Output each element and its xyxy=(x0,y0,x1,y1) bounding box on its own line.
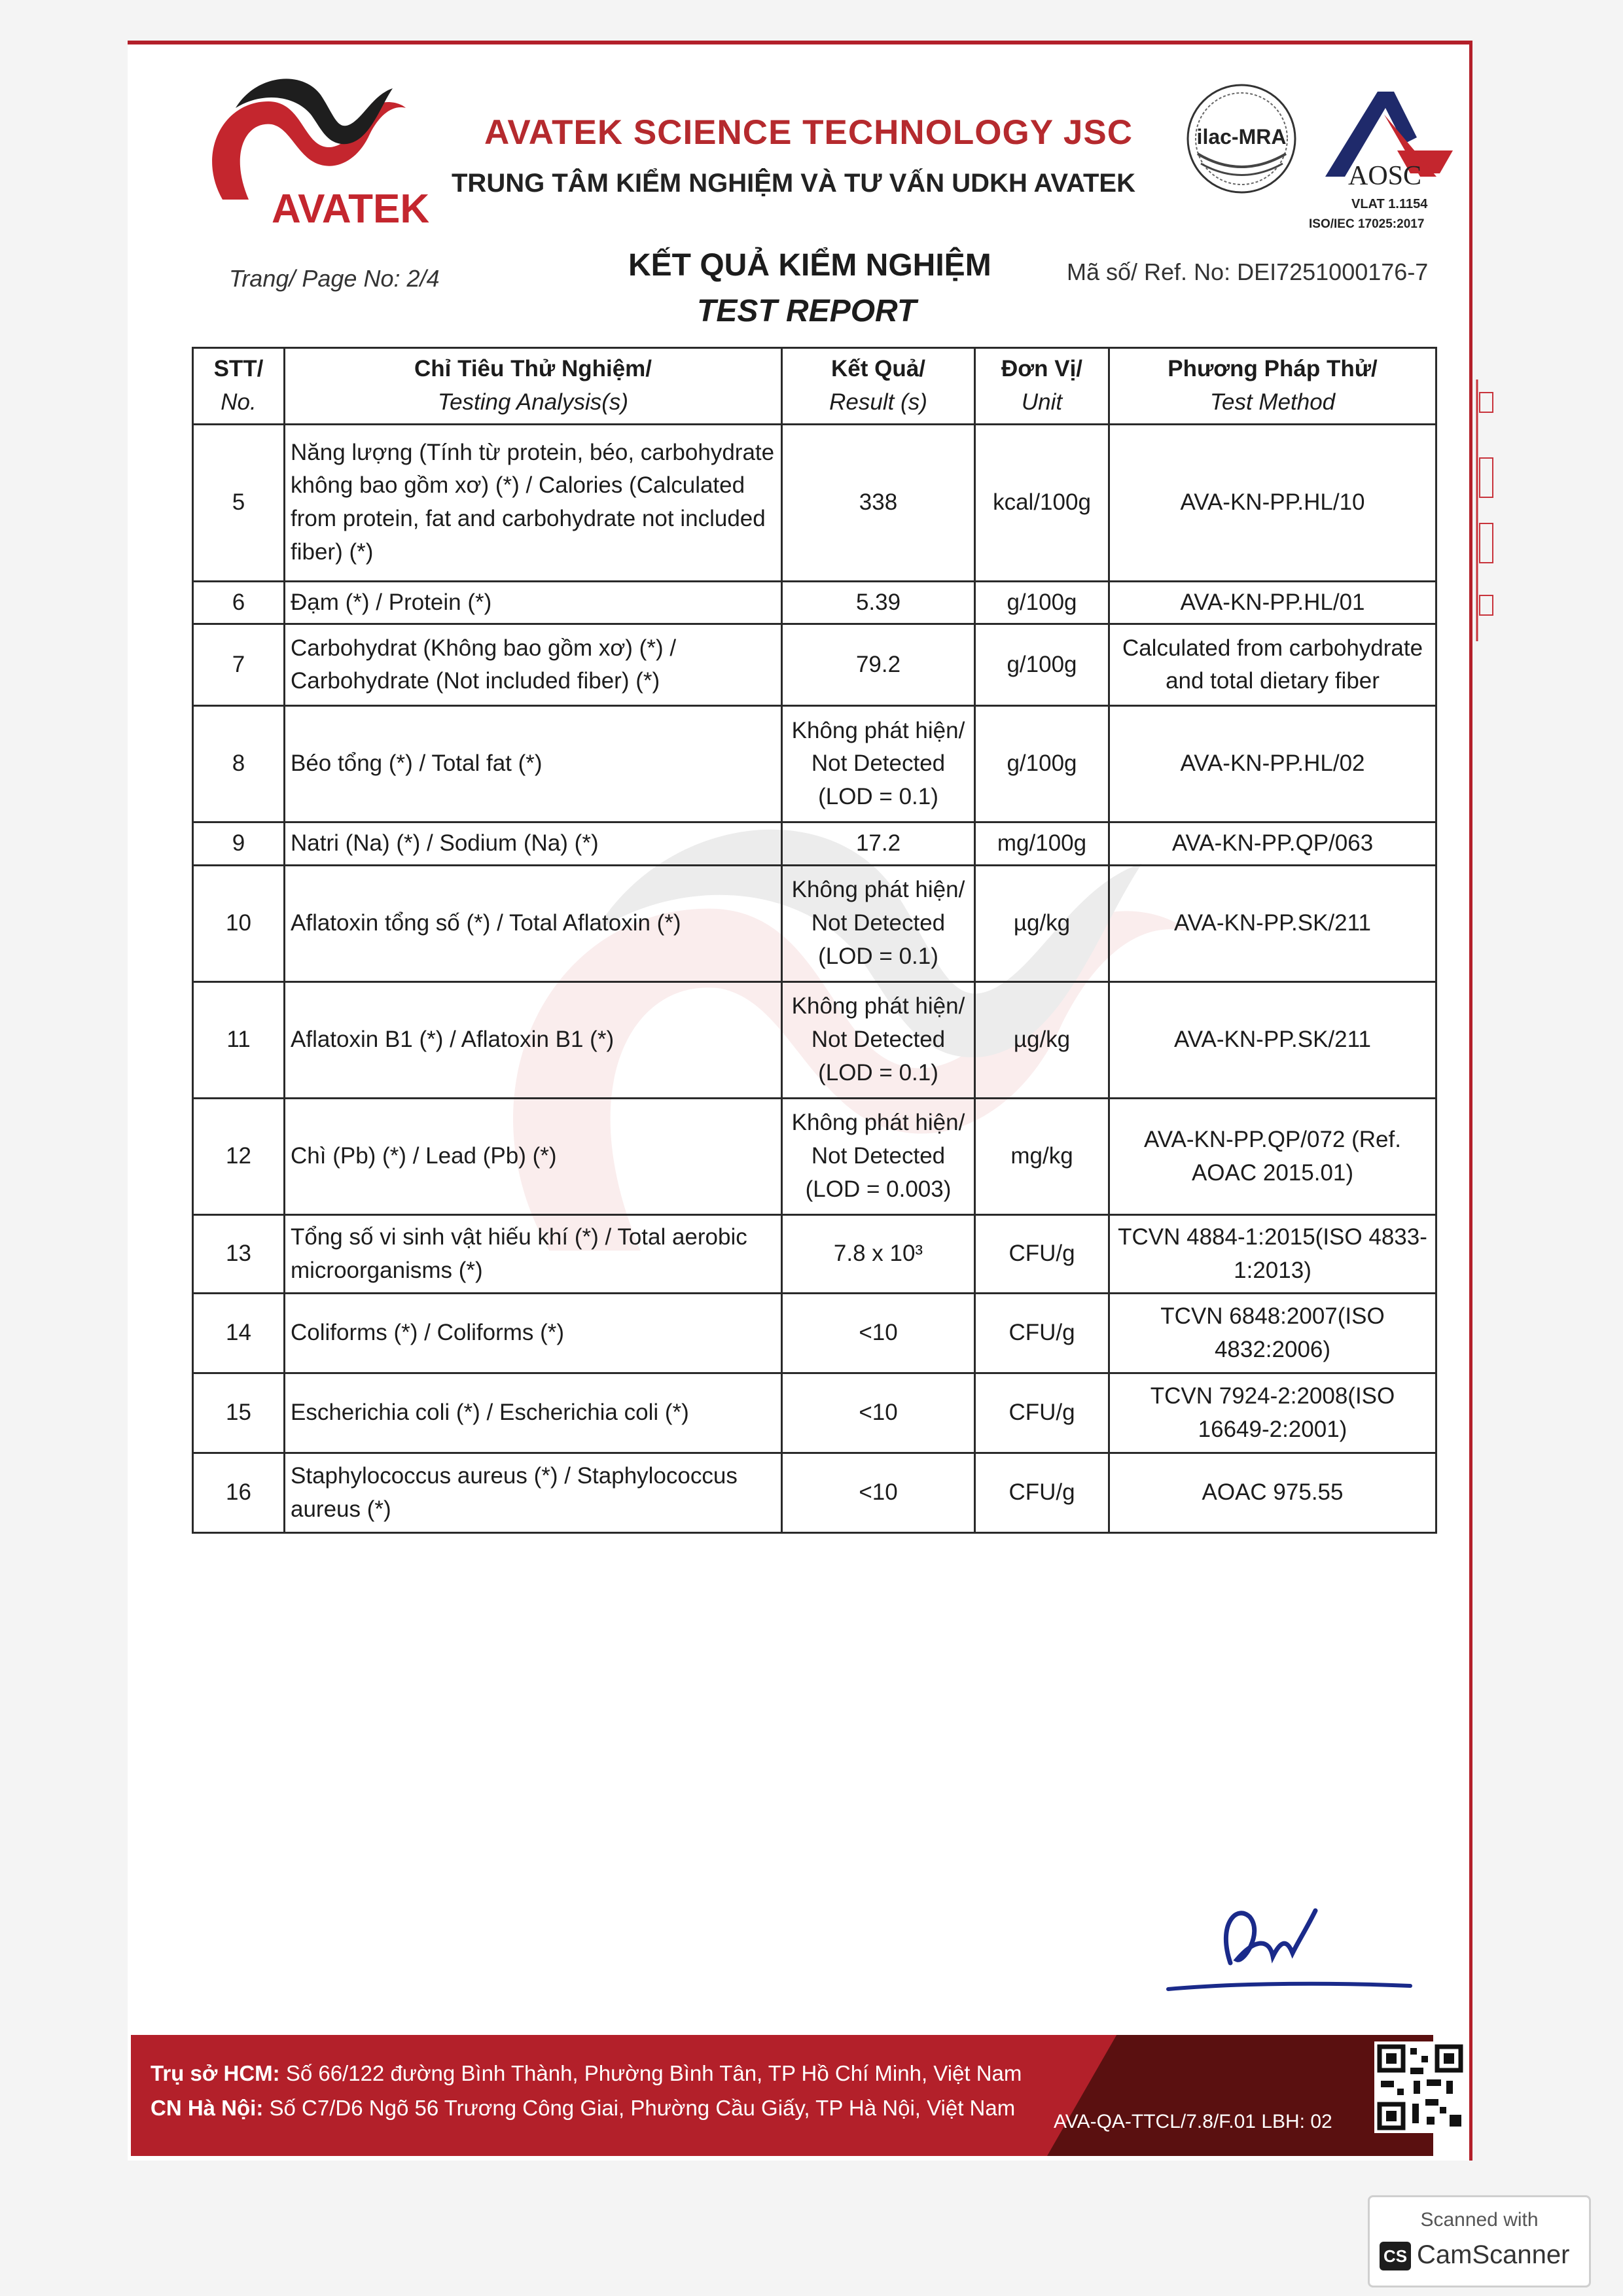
row-unit: g/100g xyxy=(975,706,1109,822)
row-result: <10 xyxy=(782,1294,975,1373)
row-unit: mg/kg xyxy=(975,1099,1109,1215)
header-result-en: Result (s) xyxy=(829,389,927,415)
company-name-vi: TRUNG TÂM KIỂM NGHIỆM VÀ TƯ VẤN UDKH AVATEK xyxy=(452,169,1135,198)
page-number: Trang/ Page No: 2/4 xyxy=(229,265,440,292)
footer-hn-address xyxy=(151,2096,1015,2121)
footer-hcm-address xyxy=(151,2061,1022,2086)
aosc-accreditation-mark xyxy=(1306,79,1456,236)
row-unit: g/100g xyxy=(975,624,1109,706)
row-analysis: Escherichia coli (*) / Escherichia coli (*) xyxy=(285,1373,782,1453)
row-result: Không phát hiện/ Not Detected (LOD = 0.003) xyxy=(782,1099,975,1215)
scanned-with-text: Scanned with xyxy=(1420,2209,1539,2231)
camscanner-brand: CamScanner xyxy=(1417,2240,1570,2269)
row-analysis: Coliforms (*) / Coliforms (*) xyxy=(285,1294,782,1373)
table-row xyxy=(193,581,1436,624)
footer-hcm-text: Số 66/122 đường Bình Thành, Phường Bình Tân, TP Hồ Chí Minh, Việt Nam xyxy=(285,2061,1022,2085)
row-unit: CFU/g xyxy=(975,1373,1109,1453)
header-analysis xyxy=(285,348,782,425)
footer-hn-label: CN Hà Nội: xyxy=(151,2096,264,2120)
row-unit: CFU/g xyxy=(975,1294,1109,1373)
header-unit xyxy=(975,348,1109,425)
row-method: AVA-KN-PP.HL/02 xyxy=(1109,706,1436,822)
row-method: AVA-KN-PP.HL/01 xyxy=(1109,581,1436,624)
report-title-vi: KẾT QUẢ KIỂM NGHIỆM xyxy=(628,248,991,283)
row-analysis: Natri (Na) (*) / Sodium (Na) (*) xyxy=(285,822,782,866)
row-result: 5.39 xyxy=(782,581,975,624)
row-no: 14 xyxy=(193,1294,285,1373)
row-method: AVA-KN-PP.SK/211 xyxy=(1109,866,1436,982)
header-unit-en: Unit xyxy=(1021,389,1063,415)
row-method: AOAC 975.55 xyxy=(1109,1453,1436,1533)
row-unit: mg/100g xyxy=(975,822,1109,866)
table-row xyxy=(193,822,1436,866)
header-method-vi: Phương Pháp Thử/ xyxy=(1168,356,1378,381)
row-result: 338 xyxy=(782,424,975,581)
table-row xyxy=(193,706,1436,822)
row-unit: CFU/g xyxy=(975,1453,1109,1533)
aosc-iso: ISO/IEC 17025:2017 xyxy=(1309,217,1425,231)
row-no: 12 xyxy=(193,1099,285,1215)
row-no: 7 xyxy=(193,624,285,706)
form-code: AVA-QA-TTCL/7.8/F.01 LBH: 02 xyxy=(1054,2111,1332,2132)
table-row xyxy=(193,982,1436,1099)
row-result: <10 xyxy=(782,1453,975,1533)
table-row xyxy=(193,1294,1436,1373)
row-result: Không phát hiện/ Not Detected (LOD = 0.1) xyxy=(782,706,975,822)
header-stt-en: No. xyxy=(221,389,257,415)
header-stt-vi: STT/ xyxy=(213,356,264,381)
row-analysis: Tổng số vi sinh vật hiếu khí (*) / Total aerobic microorganisms (*) xyxy=(285,1215,782,1294)
table-row xyxy=(193,624,1436,706)
row-no: 13 xyxy=(193,1215,285,1294)
row-result: Không phát hiện/ Not Detected (LOD = 0.1) xyxy=(782,866,975,982)
table-row xyxy=(193,1453,1436,1533)
qr-code-icon xyxy=(1374,2041,1466,2133)
row-method: Calculated from carbohydrate and total dietary fiber xyxy=(1109,624,1436,706)
row-method: AVA-KN-PP.QP/063 xyxy=(1109,822,1436,866)
row-no: 9 xyxy=(193,822,285,866)
footer-hn-text: Số C7/D6 Ngõ 56 Trương Công Giai, Phường Cầu Giấy, TP Hà Nội, Việt Nam xyxy=(269,2096,1016,2120)
aosc-text: AOSC xyxy=(1348,161,1422,191)
row-no: 8 xyxy=(193,706,285,822)
camscanner-icon: CS xyxy=(1380,2242,1411,2270)
row-no: 16 xyxy=(193,1453,285,1533)
ilac-mra-seal xyxy=(1185,82,1299,196)
row-analysis: Năng lượng (Tính từ protein, béo, carbohydrate không bao gồm xơ) (*) / Calories (Calculated from protein, fat and carbohydrate not included fiber) (*) xyxy=(285,424,782,581)
footer-hcm-label: Trụ sở HCM: xyxy=(151,2061,280,2085)
table-row xyxy=(193,424,1436,581)
company-name-en: AVATEK SCIENCE TECHNOLOGY JSC xyxy=(484,113,1133,152)
header-analysis-vi: Chỉ Tiêu Thử Nghiệm/ xyxy=(414,356,652,381)
row-result: <10 xyxy=(782,1373,975,1453)
row-analysis: Aflatoxin B1 (*) / Aflatoxin B1 (*) xyxy=(285,982,782,1099)
table-row xyxy=(193,1215,1436,1294)
table-header-row xyxy=(193,348,1436,425)
report-title-en: TEST REPORT xyxy=(697,294,917,328)
row-no: 10 xyxy=(193,866,285,982)
logo-wordmark: AVATEK xyxy=(272,186,430,232)
row-result: Không phát hiện/ Not Detected (LOD = 0.1) xyxy=(782,982,975,1099)
row-unit: µg/kg xyxy=(975,866,1109,982)
row-unit: kcal/100g xyxy=(975,424,1109,581)
row-no: 11 xyxy=(193,982,285,1099)
table-row xyxy=(193,1373,1436,1453)
table-row xyxy=(193,866,1436,982)
header-analysis-en: Testing Analysis(s) xyxy=(437,389,629,415)
row-method: TCVN 7924-2:2008(ISO 16649-2:2001) xyxy=(1109,1373,1436,1453)
row-method: AVA-KN-PP.QP/072 (Ref. AOAC 2015.01) xyxy=(1109,1099,1436,1215)
footer-band xyxy=(131,2035,1471,2156)
row-unit: µg/kg xyxy=(975,982,1109,1099)
camscanner-badge xyxy=(1368,2195,1591,2287)
header-method-en: Test Method xyxy=(1209,389,1336,415)
row-result: 17.2 xyxy=(782,822,975,866)
row-unit: CFU/g xyxy=(975,1215,1109,1294)
row-result: 79.2 xyxy=(782,624,975,706)
row-no: 15 xyxy=(193,1373,285,1453)
row-no: 5 xyxy=(193,424,285,581)
row-method: TCVN 6848:2007(ISO 4832:2006) xyxy=(1109,1294,1436,1373)
header-method xyxy=(1109,348,1436,425)
row-analysis: Béo tổng (*) / Total fat (*) xyxy=(285,706,782,822)
row-unit: g/100g xyxy=(975,581,1109,624)
row-method: AVA-KN-PP.SK/211 xyxy=(1109,982,1436,1099)
row-method: TCVN 4884-1:2015(ISO 4833-1:2013) xyxy=(1109,1215,1436,1294)
row-analysis: Staphylococcus aureus (*) / Staphylococcus aureus (*) xyxy=(285,1453,782,1533)
row-no: 6 xyxy=(193,581,285,624)
row-method: AVA-KN-PP.HL/10 xyxy=(1109,424,1436,581)
row-result: 7.8 x 10³ xyxy=(782,1215,975,1294)
row-analysis: Aflatoxin tổng số (*) / Total Aflatoxin (*) xyxy=(285,866,782,982)
row-analysis: Đạm (*) / Protein (*) xyxy=(285,581,782,624)
aosc-vilat: VLAT 1.1154 xyxy=(1351,197,1428,211)
header-stt xyxy=(193,348,285,425)
row-analysis: Carbohydrat (Không bao gồm xơ) (*) / Carbohydrate (Not included fiber) (*) xyxy=(285,624,782,706)
signature xyxy=(1165,1884,1414,2002)
header-result-vi: Kết Quả/ xyxy=(831,356,925,381)
table-row xyxy=(193,1099,1436,1215)
avatek-logo xyxy=(196,69,430,232)
adjacent-page-edge xyxy=(1476,380,1495,641)
row-analysis: Chì (Pb) (*) / Lead (Pb) (*) xyxy=(285,1099,782,1215)
test-results-table xyxy=(192,347,1437,1534)
header-unit-vi: Đơn Vị/ xyxy=(1001,356,1083,381)
reference-number: Mã số/ Ref. No: DEI7251000176-7 xyxy=(1067,258,1429,285)
ilac-text: ilac-MRA xyxy=(1196,125,1287,149)
header-result xyxy=(782,348,975,425)
